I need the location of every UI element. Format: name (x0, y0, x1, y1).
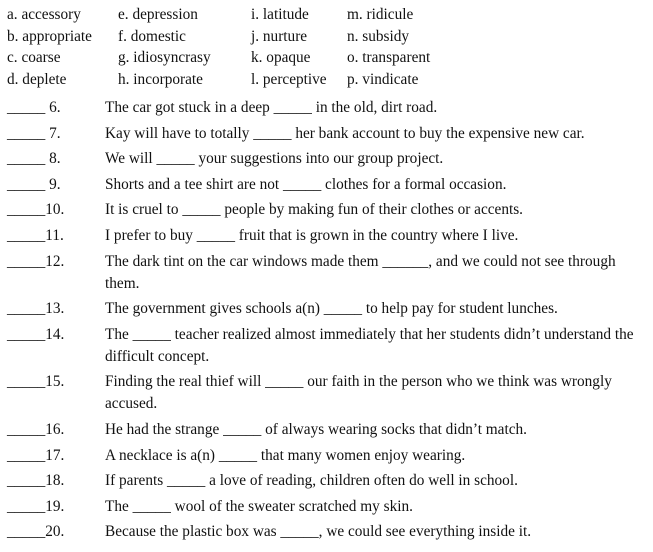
question-number-blank[interactable]: _____18. (7, 472, 65, 490)
question-number-blank[interactable]: _____15. (7, 373, 65, 391)
word-bank-entry: k. opaque (251, 49, 311, 66)
question-item (7, 123, 651, 145)
word-bank-entry: c. coarse (7, 49, 61, 66)
question-text: It is cruel to _____ people by making fun of their clothes or accents. (105, 201, 523, 219)
word-bank-entry: d. deplete (7, 70, 67, 88)
question-item (7, 496, 651, 518)
word-bank-entry: n. subsidy (347, 27, 410, 45)
question-text: A necklace is a(n) _____ that many women enjoy wearing. (105, 446, 466, 464)
word-bank-entry: g. idiosyncrasy (118, 49, 211, 66)
word-bank-entry: o. transparent (347, 49, 431, 66)
word-bank-entry: i. latitude (251, 6, 309, 23)
question-list (7, 97, 651, 547)
word-bank-entry: f. domestic (118, 27, 186, 45)
word-bank-entry: a. accessory (7, 6, 81, 23)
question-number-blank[interactable]: _____11. (7, 226, 64, 244)
question-number-blank[interactable]: _____ 9. (7, 175, 61, 193)
word-bank-entry: b. appropriate (7, 27, 92, 45)
question-item (7, 199, 651, 221)
question-text: I prefer to buy _____ fruit that is grown in the country where I live. (105, 226, 519, 244)
question-number-blank[interactable]: _____17. (7, 446, 65, 464)
question-text: We will _____ your suggestions into our group project. (105, 150, 444, 168)
question-item (7, 470, 651, 492)
word-bank-entry: l. perceptive (251, 70, 327, 88)
question-text: Shorts and a tee shirt are not _____ clothes for a formal occasion. (105, 175, 507, 193)
question-item (7, 97, 651, 119)
question-number-blank[interactable]: _____14. (7, 325, 65, 343)
question-text: The government gives schools a(n) _____ to help pay for student lunches. (105, 300, 558, 318)
question-text: The _____ teacher realized almost immediately that her students didn’t understand the difficult concept. (105, 325, 634, 365)
question-number-blank[interactable]: _____16. (7, 420, 65, 438)
question-number-blank[interactable]: _____13. (7, 300, 65, 318)
question-item (7, 251, 651, 295)
word-bank-entry: h. incorporate (118, 70, 203, 88)
word-bank-entry: e. depression (118, 6, 198, 23)
word-bank-entry: p. vindicate (347, 70, 419, 88)
question-text: Finding the real thief will _____ our faith in the person who we think was wrongly accused. (105, 373, 612, 413)
question-item (7, 445, 651, 467)
question-item (7, 148, 651, 170)
question-number-blank[interactable]: _____19. (7, 497, 65, 515)
question-text: The _____ wool of the sweater scratched my skin. (105, 497, 413, 515)
question-text: He had the strange _____ of always wearing socks that didn’t match. (105, 420, 527, 438)
question-text: Kay will have to totally _____ her bank account to buy the expensive new car. (105, 124, 585, 142)
question-item (7, 225, 651, 247)
word-bank-entry: j. nurture (251, 27, 308, 45)
question-item (7, 298, 651, 320)
question-number-blank[interactable]: _____ 8. (7, 150, 61, 168)
question-number-blank[interactable]: _____ 7. (7, 124, 61, 142)
question-number-blank[interactable]: _____12. (7, 252, 65, 270)
question-number-blank[interactable]: _____20. (7, 523, 65, 541)
word-bank-entry: m. ridicule (347, 6, 414, 23)
question-text: The car got stuck in a deep _____ in the old, dirt road. (105, 99, 438, 116)
question-number-blank[interactable]: _____ 6. (7, 99, 61, 116)
question-text: The dark tint on the car windows made them ______, and we could not see through them. (105, 252, 616, 292)
question-item (7, 174, 651, 196)
question-item (7, 371, 651, 415)
question-item (7, 419, 651, 441)
question-text: Because the plastic box was _____, we could see everything inside it. (105, 523, 532, 541)
question-number-blank[interactable]: _____10. (7, 201, 65, 219)
question-item (7, 521, 651, 543)
question-item (7, 324, 651, 368)
question-text: If parents _____ a love of reading, children often do well in school. (105, 472, 518, 490)
